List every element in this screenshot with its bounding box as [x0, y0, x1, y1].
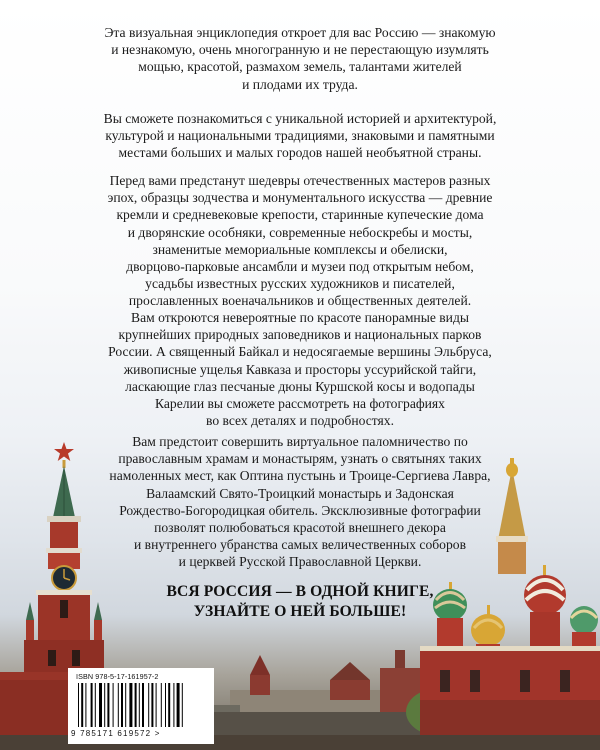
barcode-bar — [177, 683, 180, 727]
nature-paragraph — [0, 309, 600, 429]
barcode-bar — [85, 683, 86, 727]
text-line: культурой и национальными традициями, знаковыми и памятными — [105, 128, 495, 144]
text-line: Карелии вы сможете рассмотреть на фотографиях — [155, 396, 445, 412]
text-line: Перед вами предстанут шедевры отечественных мастеров разных — [109, 173, 491, 188]
isbn-number: ISBN 978-5-17-161957-2 — [76, 672, 159, 681]
barcode-bar — [113, 683, 114, 727]
intro-paragraph — [0, 24, 600, 93]
text-line: крупнейших природных заповедников и национальных парков — [118, 327, 482, 343]
barcode-bar — [81, 683, 83, 727]
text-line: эпох, образцы зодчества и монументального искусства — древние — [107, 190, 493, 206]
barcode-bar — [95, 683, 96, 727]
text-line: Рождество-Богородицкая обитель. Эксклюзивные фотографии — [119, 502, 481, 518]
slogan-line: УЗНАЙТЕ О НЕЙ БОЛЬШЕ! — [193, 603, 407, 620]
text-line: усадьбы известных русских художников и писателей, — [145, 276, 455, 292]
barcode-bar — [168, 683, 170, 727]
text-line: во всех деталях и подробностях. — [206, 413, 394, 429]
text-line: Вам откроются невероятные по красоте панорамные виды — [131, 310, 469, 325]
text-line: Эта визуальная энциклопедия откроет для вас Россию — знакомую — [104, 25, 496, 40]
text-line: Вы сможете познакомиться с уникальной историей и архитектурой, — [103, 111, 497, 126]
barcode-bar — [135, 683, 137, 727]
slogan — [0, 582, 600, 622]
text-line: Валаамский Свято-Троицкий монастырь и Задонская — [146, 485, 454, 501]
barcode-bar — [142, 683, 144, 727]
barcode-bar — [129, 683, 132, 727]
barcode-bar — [104, 683, 105, 727]
text-line: кремли и средневековые крепости, старинные купеческие дома — [116, 207, 484, 223]
barcode-label — [68, 668, 214, 744]
text-line: православным храмам и монастырям, узнать о святынях таких — [118, 451, 482, 467]
barcode-bar — [161, 683, 162, 727]
text-line: дворцово-парковые ансамбли и музеи под открытым небом, — [126, 259, 474, 275]
barcode-bar — [151, 683, 153, 727]
pilgrimage-paragraph — [0, 433, 600, 571]
text-line: ласкающие глаз песчаные дюны Куршской косы и водопады — [125, 378, 475, 394]
text-line: России. А священный Байкал и недосягаемые вершины Эльбруса, — [108, 344, 492, 360]
text-line: и плодами их труда. — [242, 76, 358, 92]
barcode-bar — [165, 683, 166, 727]
barcode-bars — [78, 683, 206, 727]
history-paragraph — [0, 110, 600, 162]
barcode-bar — [91, 683, 93, 727]
text-line: мощью, красотой, размахом земель, талантами жителей — [138, 59, 462, 75]
text-line: и незнакомую, очень многогранную и не перестающую изумлять — [111, 42, 489, 58]
barcode-bar — [182, 683, 183, 727]
barcode-bar — [99, 683, 102, 727]
text-line: Вам предстоит совершить виртуальное паломничество по — [132, 434, 468, 449]
barcode-bar — [173, 683, 174, 727]
barcode-bar — [125, 683, 126, 727]
text-line: живописные ущелья Кавказа и просторы уссурийской тайги, — [123, 361, 477, 377]
barcode-bar — [148, 683, 149, 727]
barcode-bar — [121, 683, 123, 727]
barcode-bar — [78, 683, 79, 727]
architecture-paragraph — [0, 172, 600, 310]
text-line: знаменитые мемориальные комплексы и обелиски, — [152, 241, 448, 257]
text-line: намоленных мест, как Оптина пустынь и Троице-Сергиева Лавра, — [109, 468, 491, 484]
barcode-bar — [107, 683, 109, 727]
slogan-line: ВСЯ РОССИЯ — В ОДНОЙ КНИГЕ, — [166, 583, 434, 600]
text-line: прославленных военачальников и общественных деятелей. — [128, 293, 472, 309]
text-line: и церквей Русской Православной Церкви. — [178, 554, 422, 570]
barcode-bar — [118, 683, 119, 727]
barcode-bar — [156, 683, 157, 727]
text-line: местами больших и малых городов нашей необъятной страны. — [118, 145, 482, 161]
barcode-bar — [139, 683, 140, 727]
text-line: и внутреннего убранства самых величественных соборов — [134, 537, 466, 553]
text-line: позволят полюбоваться красотой внешнего декора — [154, 520, 446, 536]
text-line: и дворянские особняки, современные небоскребы и мосты, — [127, 224, 473, 240]
barcode-digits: 9 785171 619572 > — [71, 729, 161, 738]
